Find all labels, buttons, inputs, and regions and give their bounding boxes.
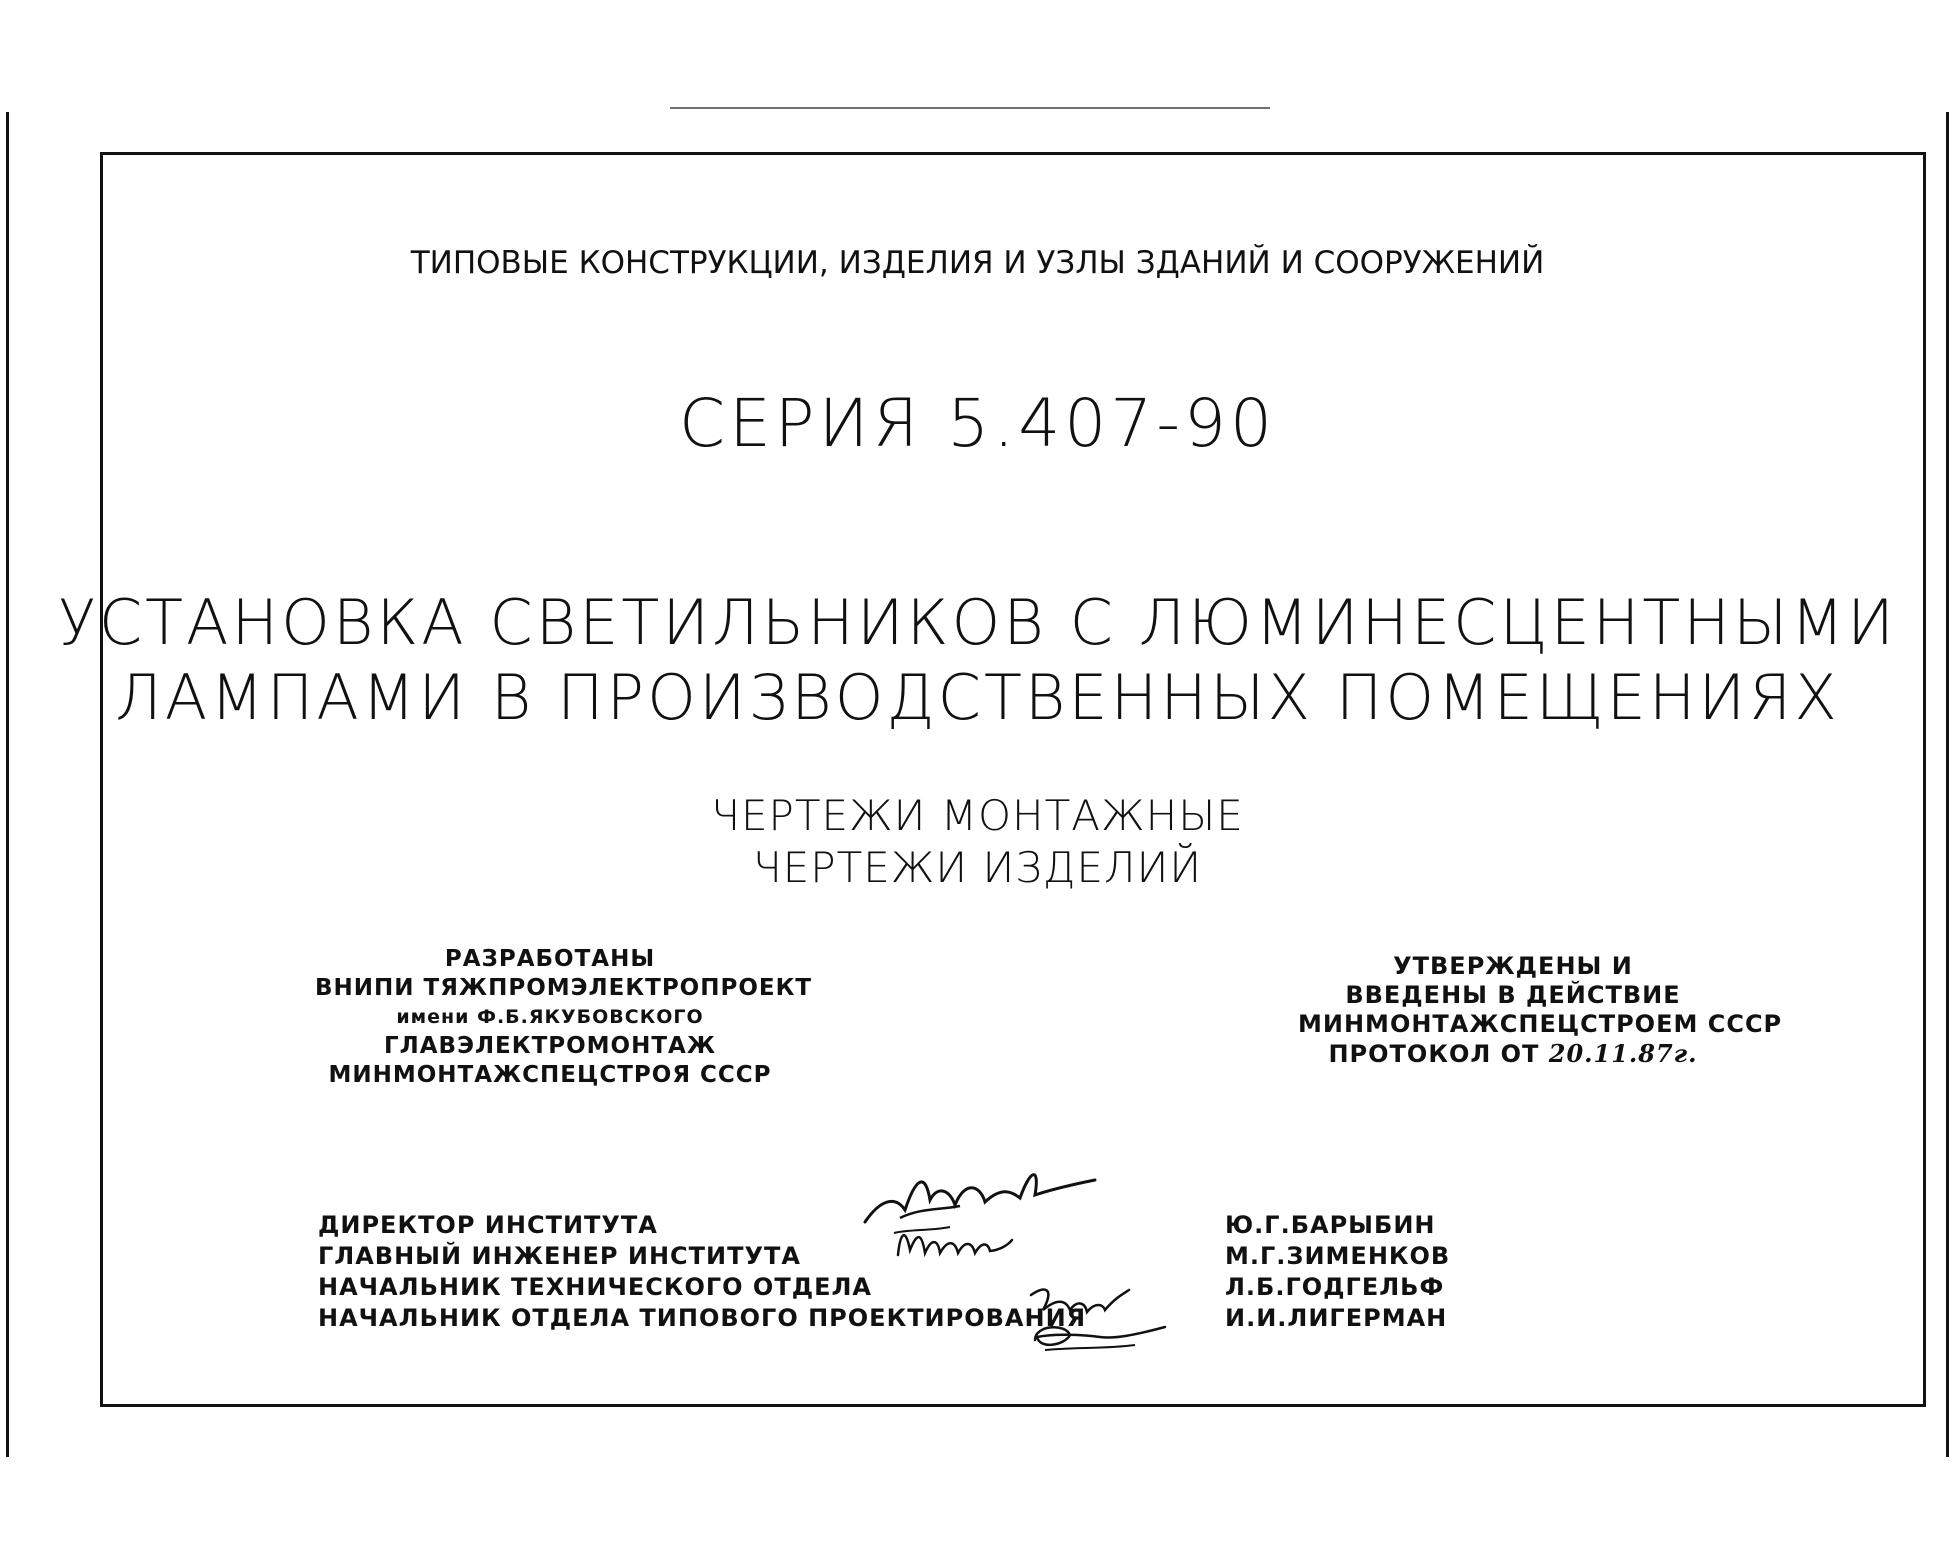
approved-ministry: МИНМОНТАЖСПЕЦСТРОЕМ СССР xyxy=(1298,1010,1783,1038)
signatory-names xyxy=(1225,1210,1450,1334)
series-number: СЕРИЯ 5.407-90 xyxy=(679,385,1276,462)
protocol-date: 20.11.87г. xyxy=(1548,1039,1698,1068)
developed-by-block xyxy=(315,945,813,1090)
role-head-standard-design-dept: НАЧАЛЬНИК ОТДЕЛА ТИПОВОГО ПРОЕКТИРОВАНИЯ xyxy=(318,1304,1087,1332)
document-header: ТИПОВЫЕ КОНСТРУКЦИИ, ИЗДЕЛИЯ И УЗЛЫ ЗДАНИЙ И СООРУЖЕНИЙ xyxy=(410,245,1545,281)
document-subtitle xyxy=(0,790,1955,894)
developed-parent: ГЛАВЭЛЕКТРОМОНТАЖ xyxy=(383,1033,716,1059)
signature-chief-engineer xyxy=(890,1215,1020,1270)
document-title xyxy=(0,585,1955,735)
role-director: ДИРЕКТОР ИНСТИТУТА xyxy=(318,1211,658,1239)
approved-heading: УТВЕРЖДЕНЫ И xyxy=(1393,952,1633,980)
name-chief-engineer: М.Г.ЗИМЕНКОВ xyxy=(1225,1242,1451,1270)
signature-head-standard-design-dept xyxy=(1025,1315,1175,1360)
subtitle-line-2: ЧЕРТЕЖИ ИЗДЕЛИЙ xyxy=(752,843,1203,892)
scan-edge-line-right xyxy=(1946,112,1949,1457)
scan-edge-line-left xyxy=(6,112,9,1457)
approved-line2: ВВЕДЕНЫ В ДЕЙСТВИЕ xyxy=(1345,981,1681,1009)
protocol-label: ПРОТОКОЛ ОТ xyxy=(1328,1040,1540,1068)
title-line-1: УСТАНОВКА СВЕТИЛЬНИКОВ С ЛЮМИНЕСЦЕНТНЫМИ xyxy=(58,586,1897,659)
name-head-standard-design-dept: И.И.ЛИГЕРМАН xyxy=(1225,1304,1448,1332)
developed-org: ВНИПИ ТЯЖПРОМЭЛЕКТРОПРОЕКТ xyxy=(315,975,813,1001)
name-head-technical-dept: Л.Б.ГОДГЕЛЬФ xyxy=(1225,1273,1445,1301)
name-director: Ю.Г.БАРЫБИН xyxy=(1225,1211,1436,1239)
role-head-technical-dept: НАЧАЛЬНИК ТЕХНИЧЕСКОГО ОТДЕЛА xyxy=(318,1273,872,1301)
scan-edge-line-top xyxy=(670,107,1270,109)
subtitle-line-1: ЧЕРТЕЖИ МОНТАЖНЫЕ xyxy=(711,791,1244,840)
developed-heading: РАЗРАБОТАНЫ xyxy=(444,946,656,972)
approved-protocol xyxy=(1298,1039,1728,1069)
developed-named-after: имени Ф.Б.ЯКУБОВСКОГО xyxy=(396,1006,704,1028)
title-line-2: ЛАМПАМИ В ПРОИЗВОДСТВЕННЫХ ПОМЕЩЕНИЯХ xyxy=(115,661,1840,734)
developed-ministry: МИНМОНТАЖСПЕЦСТРОЯ СССР xyxy=(328,1062,772,1088)
approved-block xyxy=(1298,952,1783,1069)
role-chief-engineer: ГЛАВНЫЙ ИНЖЕНЕР ИНСТИТУТА xyxy=(318,1242,801,1270)
